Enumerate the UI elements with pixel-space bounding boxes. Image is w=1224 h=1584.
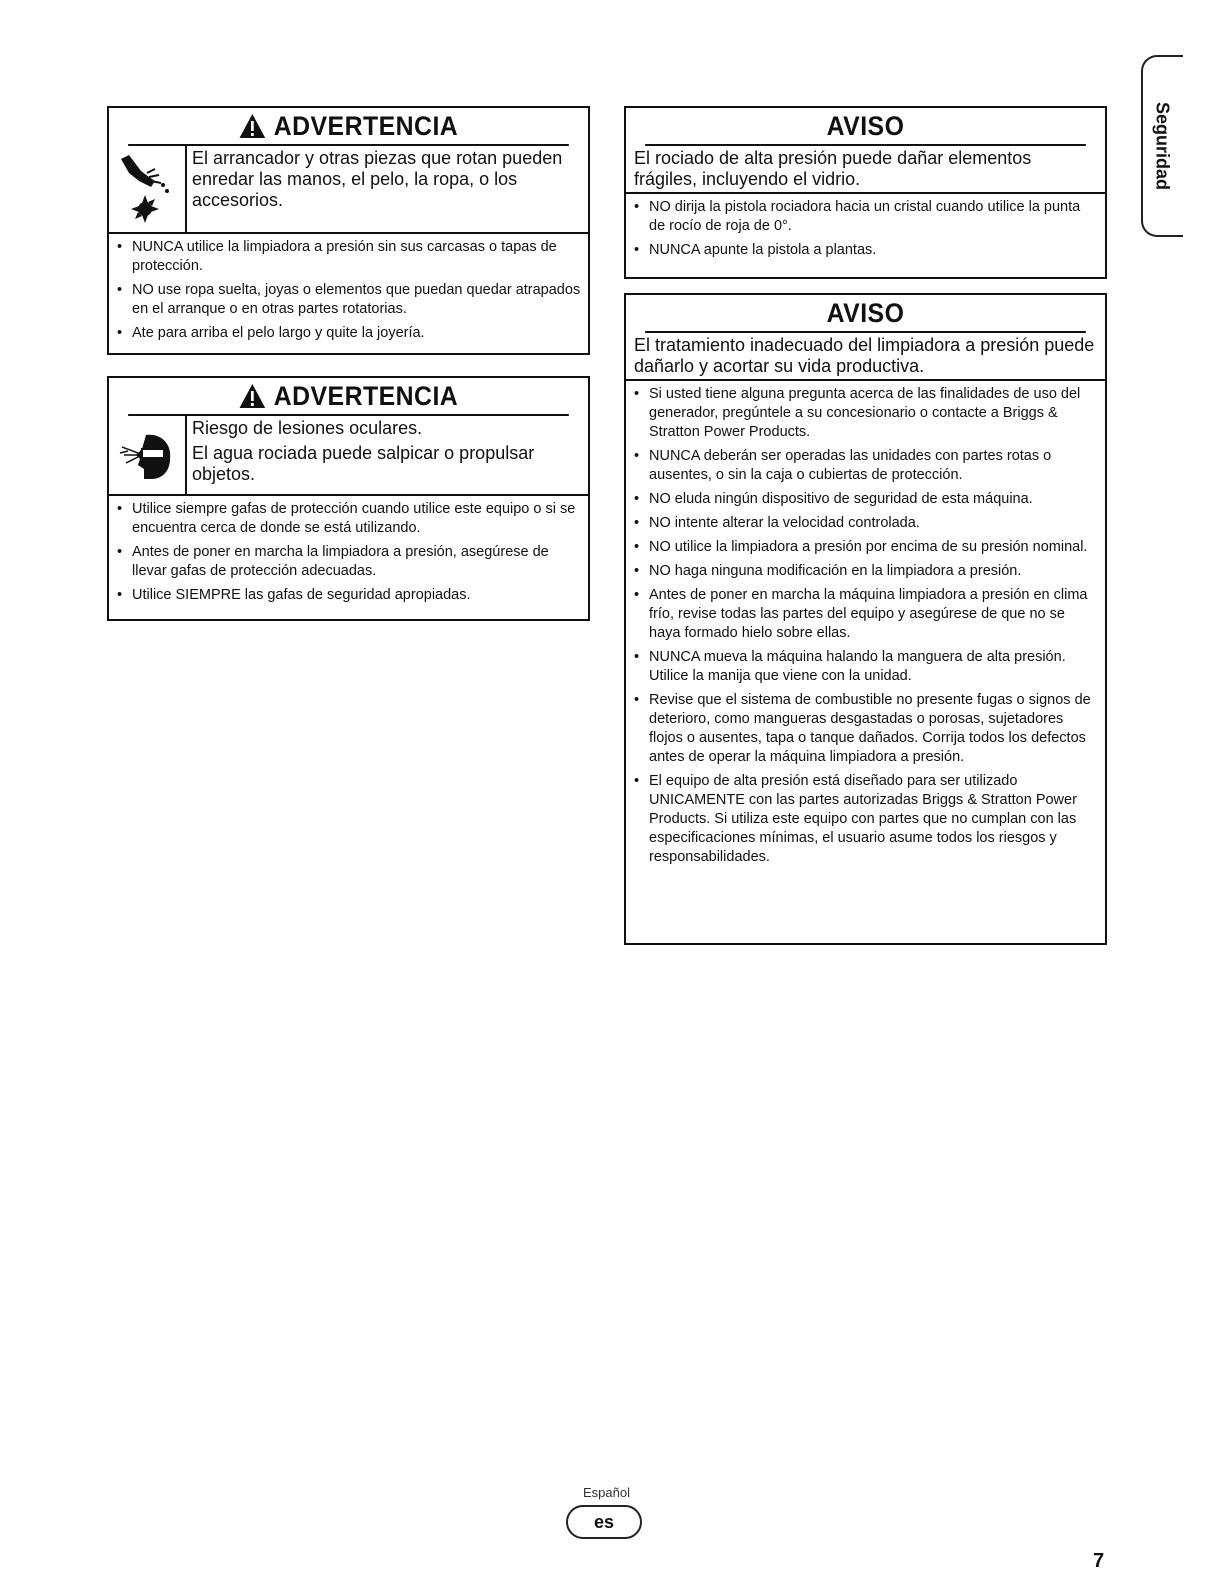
list-item: • NUNCA utilice la limpiadora a presión sin sus carcasas o tapas de protección. xyxy=(115,238,582,276)
list-item: • Ate para arriba el pelo largo y quite la joyería. xyxy=(115,324,582,343)
list-item: • Revise que el sistema de combustible no presente fugas o signos de deterioro, como mangueras desgastadas o porosas, sujetadores flojos o ausentes, tapa o tanque dañados. Corrija todos los defectos antes de operar la máquina limpiadora a presión. xyxy=(632,691,1099,767)
list-item: • NO utilice la limpiadora a presión por encima de su presión nominal. xyxy=(632,538,1099,557)
list-item: • Utilice SIEMPRE las gafas de seguridad apropiadas. xyxy=(115,586,582,605)
hazard-line: Riesgo de lesiones oculares. xyxy=(192,418,423,438)
warning-box-entanglement xyxy=(107,106,590,355)
notice-box-fragile xyxy=(624,106,1107,279)
hazard-line: El agua rociada puede salpicar o propulsar objetos. xyxy=(192,443,535,484)
hazard-description xyxy=(187,416,588,494)
notice-lead: El tratamiento inadecuado del limpiadora a presión puede dañarlo y acortar su vida productiva. xyxy=(626,333,1105,381)
list-item: • Utilice siempre gafas de protección cuando utilice este equipo o si se encuentra cerca de donde se está utilizando. xyxy=(115,500,582,538)
notice-title: AVISO xyxy=(645,295,1086,333)
hazard-description: El arrancador y otras piezas que rotan pueden enredar las manos, el pelo, la ropa, o los accesorios. xyxy=(192,148,563,210)
list-item: • NO use ropa suelta, joyas o elementos que puedan quedar atrapados en el arranque o en otras partes rotatorias. xyxy=(115,281,582,319)
warning-title: ADVERTENCIA xyxy=(128,378,569,416)
warning-box-eye-injury xyxy=(107,376,590,621)
list-item: • Antes de poner en marcha la limpiadora a presión, asegúrese de llevar gafas de protección adecuadas. xyxy=(115,543,582,581)
warning-bullet-list xyxy=(109,234,588,349)
eye-injury-hazard-icon xyxy=(109,416,187,494)
list-item: • Si usted tiene alguna pregunta acerca de las finalidades de uso del generador, pregúntele a su concesionario o contacte a Briggs & Stratton Power Products. xyxy=(632,385,1099,442)
page-number: 7 xyxy=(1093,1550,1105,1572)
list-item: • NUNCA apunte la pistola a plantas. xyxy=(632,241,1099,260)
list-item: • NO eluda ningún dispositivo de seguridad de esta máquina. xyxy=(632,490,1099,509)
notice-bullet-list xyxy=(626,194,1105,266)
list-item: • NO haga ninguna modificación en la limpiadora a presión. xyxy=(632,562,1099,581)
list-item: • El equipo de alta presión está diseñado para ser utilizado UNICAMENTE con las partes autorizadas Briggs & Stratton Power Products. Si utiliza este equipo con partes que no cumplan con las especificaciones mínimas, el usuario asume todos los riesgos y responsabilidades. xyxy=(632,772,1099,867)
list-item: • Antes de poner en marcha la máquina limpiadora a presión en clima frío, revise todas las partes del equipo y asegúrese de que no se haya formado hielo sobre ellas. xyxy=(632,586,1099,643)
notice-box-handling xyxy=(624,293,1107,945)
list-item: • NO intente alterar la velocidad controlada. xyxy=(632,514,1099,533)
list-item: • NO dirija la pistola rociadora hacia un cristal cuando utilice la punta de rocío de roja de 0°. xyxy=(632,198,1099,236)
notice-lead: El rociado de alta presión puede dañar elementos frágiles, incluyendo el vidrio. xyxy=(626,146,1105,194)
warning-title: ADVERTENCIA xyxy=(128,108,569,146)
section-tab-label: Seguridad xyxy=(1152,101,1173,191)
language-label: Español xyxy=(583,1485,630,1500)
notice-bullet-list xyxy=(626,381,1105,873)
warning-triangle-icon xyxy=(239,383,267,409)
entanglement-hazard-icon xyxy=(109,146,187,232)
list-item: • NUNCA mueva la máquina halando la manguera de alta presión. Utilice la manija que viene con la unidad. xyxy=(632,648,1099,686)
notice-title: AVISO xyxy=(645,108,1086,146)
warning-bullet-list xyxy=(109,496,588,611)
warning-triangle-icon xyxy=(239,113,267,139)
list-item: • NUNCA deberán ser operadas las unidades con partes rotas o ausentes, o sin la caja o cubiertas de protección. xyxy=(632,447,1099,485)
language-code-badge: es xyxy=(566,1505,642,1539)
